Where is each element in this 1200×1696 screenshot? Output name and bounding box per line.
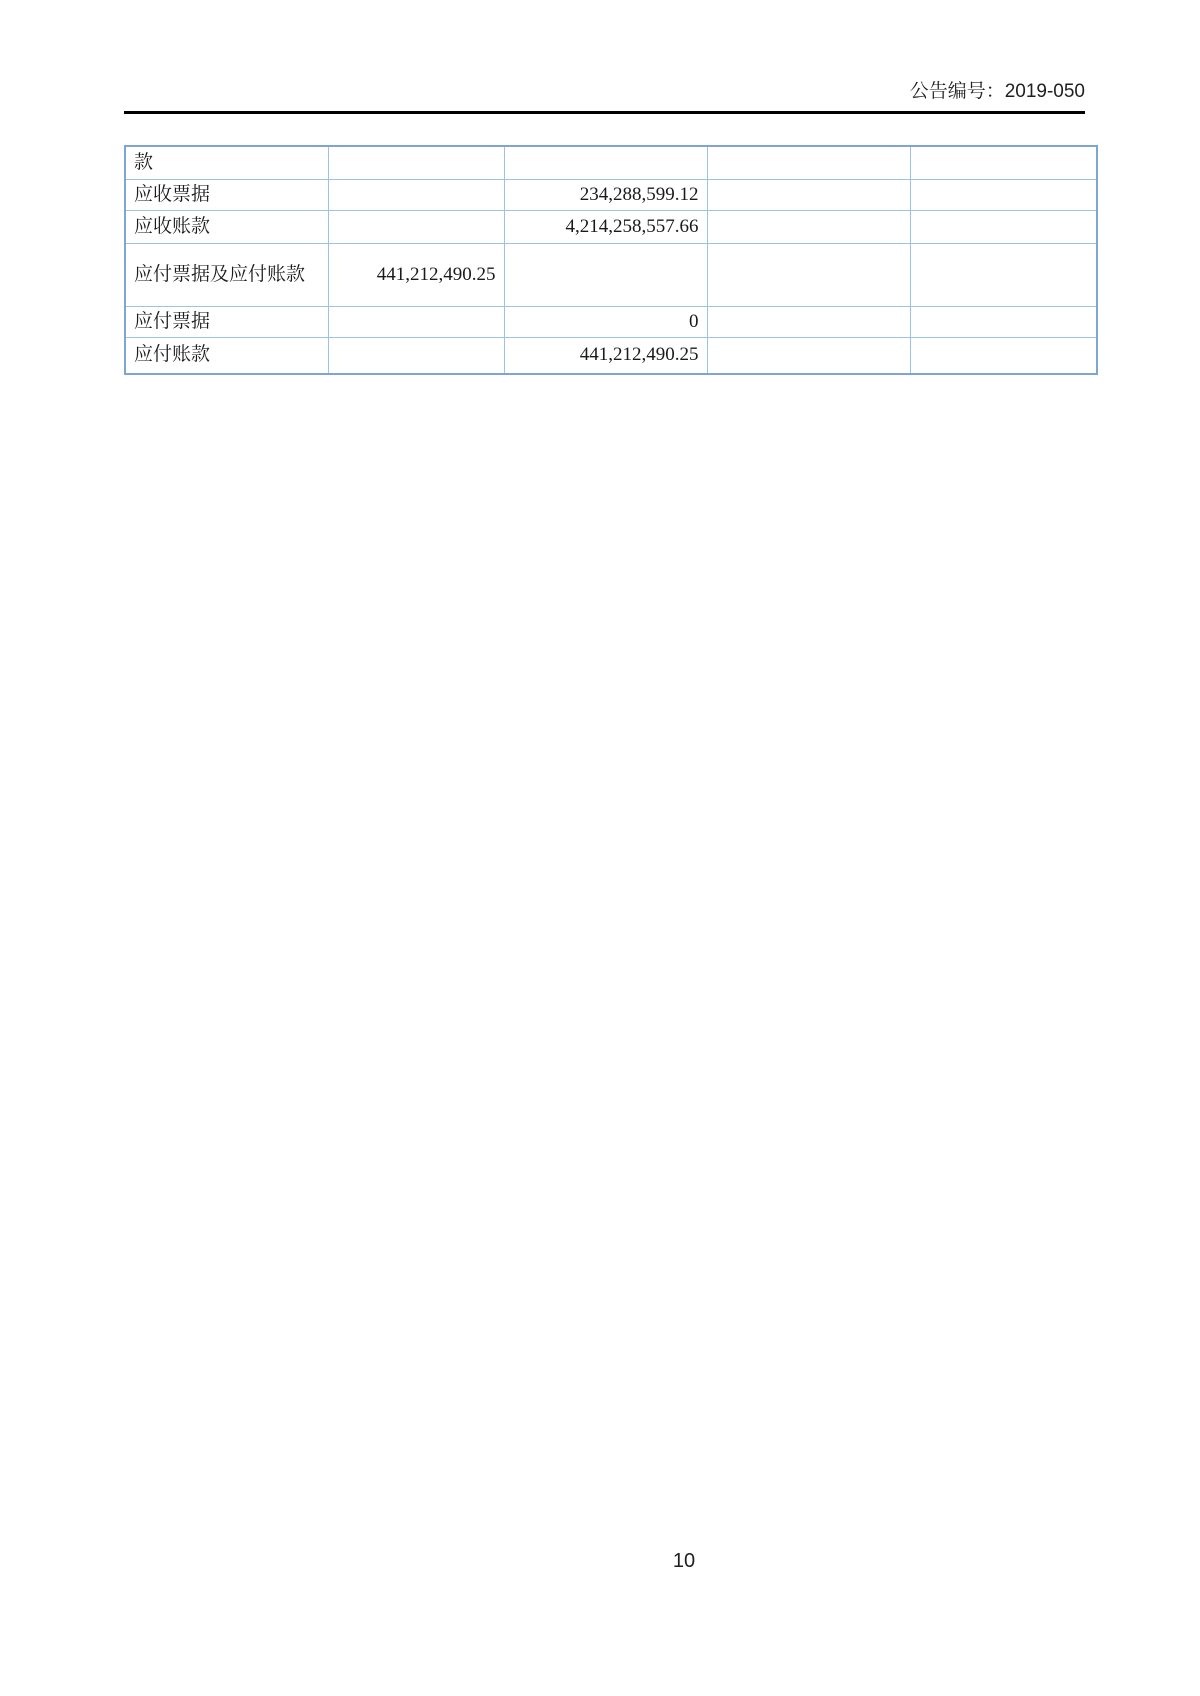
- announcement-number-label: 公告编号：: [909, 81, 1005, 102]
- table-row-notes-and-accounts-payable: [125, 243, 1097, 306]
- announcement-number-header: [124, 80, 1085, 104]
- cell-amount: [504, 243, 707, 306]
- cell-amount: [910, 306, 1097, 337]
- cell-amount: 4,214,258,557.66: [504, 210, 707, 243]
- cell-amount: [328, 210, 504, 243]
- cell-amount: 441,212,490.25: [504, 337, 707, 374]
- cell-item-label: 款: [125, 146, 328, 179]
- cell-amount: [707, 337, 910, 374]
- cell-amount: [707, 210, 910, 243]
- cell-amount: [707, 306, 910, 337]
- cell-amount: 441,212,490.25: [328, 243, 504, 306]
- table-row-accounts-payable: [125, 337, 1097, 374]
- cell-amount: [910, 337, 1097, 374]
- cell-item-label: 应付票据及应付账款: [125, 243, 328, 306]
- financial-items-table: [124, 145, 1098, 375]
- cell-item-label: 应付账款: [125, 337, 328, 374]
- cell-amount: [328, 306, 504, 337]
- cell-amount: 0: [504, 306, 707, 337]
- cell-item-label: 应收账款: [125, 210, 328, 243]
- cell-amount: [707, 243, 910, 306]
- cell-amount: [910, 146, 1097, 179]
- cell-item-label: 应付票据: [125, 306, 328, 337]
- cell-item-label: 应收票据: [125, 179, 328, 210]
- cell-amount: [910, 210, 1097, 243]
- cell-amount: [328, 146, 504, 179]
- cell-amount: [707, 179, 910, 210]
- cell-amount: [910, 243, 1097, 306]
- header-divider-rule: [124, 111, 1085, 114]
- cell-amount: [707, 146, 910, 179]
- table-row-accounts-receivable: [125, 210, 1097, 243]
- announcement-number-value: 2019-050: [1004, 81, 1085, 102]
- table-row-notes-receivable: [125, 179, 1097, 210]
- page-number: 10: [672, 1550, 696, 1572]
- cell-amount: 234,288,599.12: [504, 179, 707, 210]
- cell-amount: [328, 337, 504, 374]
- table-row-wrapped-kuan: [125, 146, 1097, 179]
- cell-amount: [328, 179, 504, 210]
- cell-amount: [504, 146, 707, 179]
- cell-amount: [910, 179, 1097, 210]
- table-row-notes-payable: [125, 306, 1097, 337]
